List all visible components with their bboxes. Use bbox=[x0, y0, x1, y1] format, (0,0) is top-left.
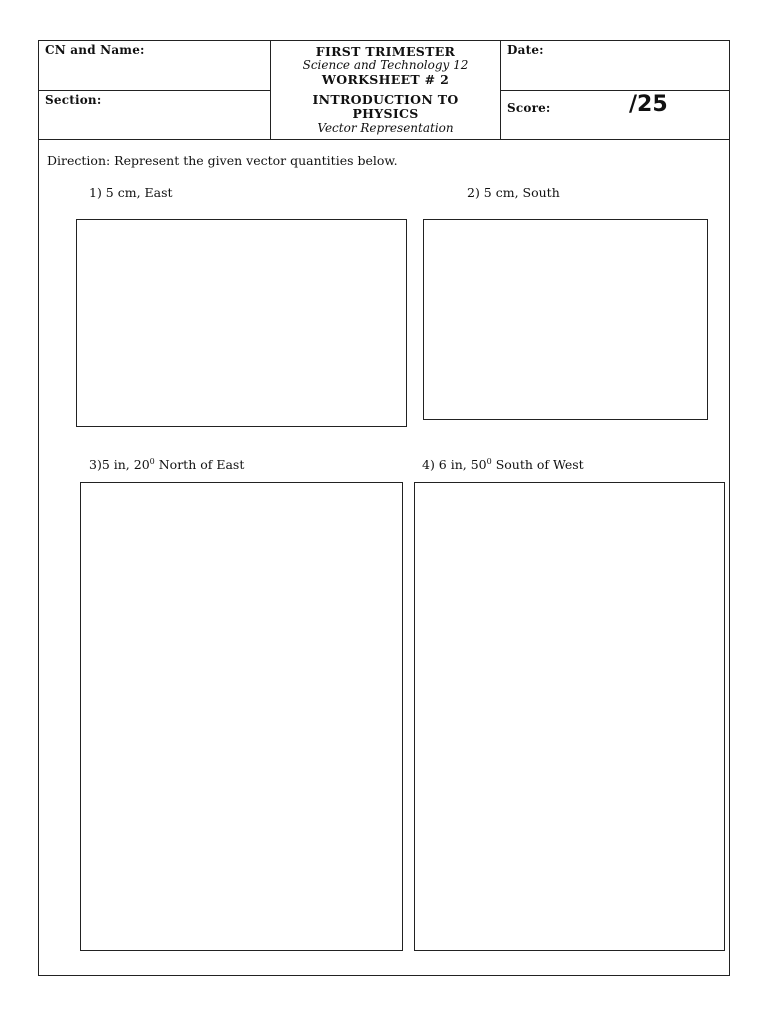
score-value: /25 bbox=[629, 92, 668, 117]
item-1-label: 1) 5 cm, East bbox=[89, 185, 173, 200]
item-2-answer-box[interactable] bbox=[423, 219, 708, 420]
header-row-divider bbox=[500, 90, 729, 91]
worksheet-page bbox=[38, 40, 730, 976]
cn-name-label: CN and Name: bbox=[45, 43, 145, 57]
section-label: Section: bbox=[45, 93, 102, 107]
item-4-label-suffix: South of West bbox=[491, 457, 584, 473]
topic-block bbox=[271, 93, 500, 136]
degree-symbol: 0 bbox=[486, 457, 492, 466]
header-table bbox=[39, 41, 729, 140]
item-3-answer-box[interactable] bbox=[80, 482, 403, 951]
score-label: Score: bbox=[507, 101, 551, 115]
date-label: Date: bbox=[507, 43, 544, 57]
direction-text: Direction: Represent the given vector quantities below. bbox=[47, 153, 398, 168]
topic-line-2: PHYSICS bbox=[352, 106, 419, 122]
worksheet-number: WORKSHEET # 2 bbox=[321, 72, 450, 88]
item-3-label bbox=[89, 457, 244, 472]
item-4-label bbox=[422, 457, 584, 472]
item-3-label-prefix: 3)5 in, 20 bbox=[89, 457, 150, 473]
degree-symbol: 0 bbox=[149, 457, 155, 466]
subject-name: Science and Technology 12 bbox=[302, 58, 469, 73]
header-row-divider bbox=[39, 90, 270, 91]
item-3-label-suffix: North of East bbox=[154, 457, 245, 473]
item-4-answer-box[interactable] bbox=[414, 482, 725, 951]
topic-line-1: INTRODUCTION TO bbox=[312, 92, 459, 107]
item-4-label-prefix: 4) 6 in, 50 bbox=[422, 457, 487, 473]
title-block bbox=[271, 45, 500, 88]
trimester-title: FIRST TRIMESTER bbox=[315, 44, 456, 59]
item-1-answer-box[interactable] bbox=[76, 219, 407, 427]
topic-subtitle: Vector Representation bbox=[317, 120, 454, 135]
item-2-label: 2) 5 cm, South bbox=[467, 185, 560, 200]
